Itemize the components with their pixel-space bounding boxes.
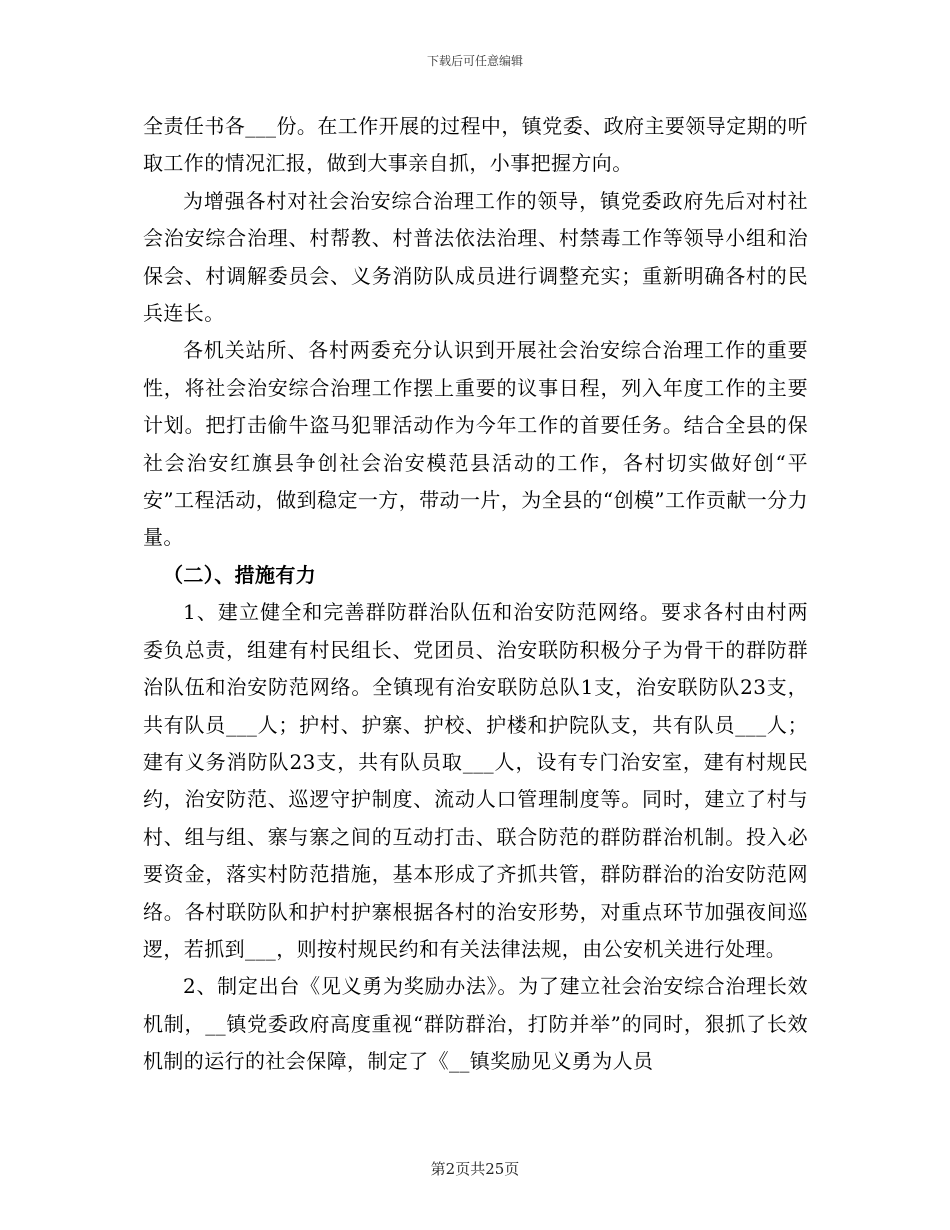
- document-body: [143, 108, 808, 1081]
- section-heading: （二）、措施有力: [163, 562, 317, 587]
- page-header-note: 下载后可任意编辑: [426, 54, 523, 68]
- paragraph-1: 全责任书各___份。在工作开展的过程中，镇党委、政府主要领导定期的听取工作的情况汇报，做到大事亲自抓，小事把握方向。: [143, 114, 808, 176]
- paragraph-3: 各机关站所、各村两委充分认识到开展社会治安综合治理工作的重要性，将社会治安综合治理工作摆上重要的议事日程，列入年度工作的主要计划。把打击偷牛盗马犯罪活动作为今年工作的首要任务。结合全县的保社会治安红旗县争创社会治安模范县活动的工作，各村切实做好创“平安”工程活动，做到稳定一方，带动一片，为全县的“创模”工作贡献一分力量。: [143, 338, 808, 550]
- paragraph-4: 1、建立健全和完善群防群治队伍和治安防范网络。要求各村由村两委负总责，组建有村民组长、党团员、治安联防积极分子为骨干的群防群治队伍和治安防范网络。全镇现有治安联防总队1支，治安联防队23支，共有队员___人；护村、护寨、护校、护楼和护院队支，共有队员___人；建有义务消防队23支，共有队员取___人，设有专门治安室，建有村规民约，治安防范、巡逻守护制度、流动人口管理制度等。同时，建立了村与村、组与组、寨与寨之间的互动打击、联合防范的群防群治机制。投入必要资金，落实村防范措施，基本形成了齐抓共管，群防群治的治安防范网络。各村联防队和护村护寨根据各村的治安形势，对重点环节加强夜间巡逻，若抓到___，则按村规民约和有关法律法规，由公安机关进行处理。: [143, 600, 808, 961]
- page-number: 第2页共25页: [430, 1160, 520, 1178]
- paragraph-5: 2、制定出台《见义勇为奖励办法》。为了建立社会治安综合治理长效机制，__镇党委政府高度重视“群防群治，打防并举”的同时，狠抓了长效机制的运行的社会保障，制定了《__镇奖励见义勇为人员: [143, 974, 808, 1074]
- paragraph-2: 为增强各村对社会治安综合治理工作的领导，镇党委政府先后对村社会治安综合治理、村帮教、村普法依法治理、村禁毒工作等领导小组和治保会、村调解委员会、义务消防队成员进行调整充实；重新明确各村的民兵连长。: [143, 188, 808, 326]
